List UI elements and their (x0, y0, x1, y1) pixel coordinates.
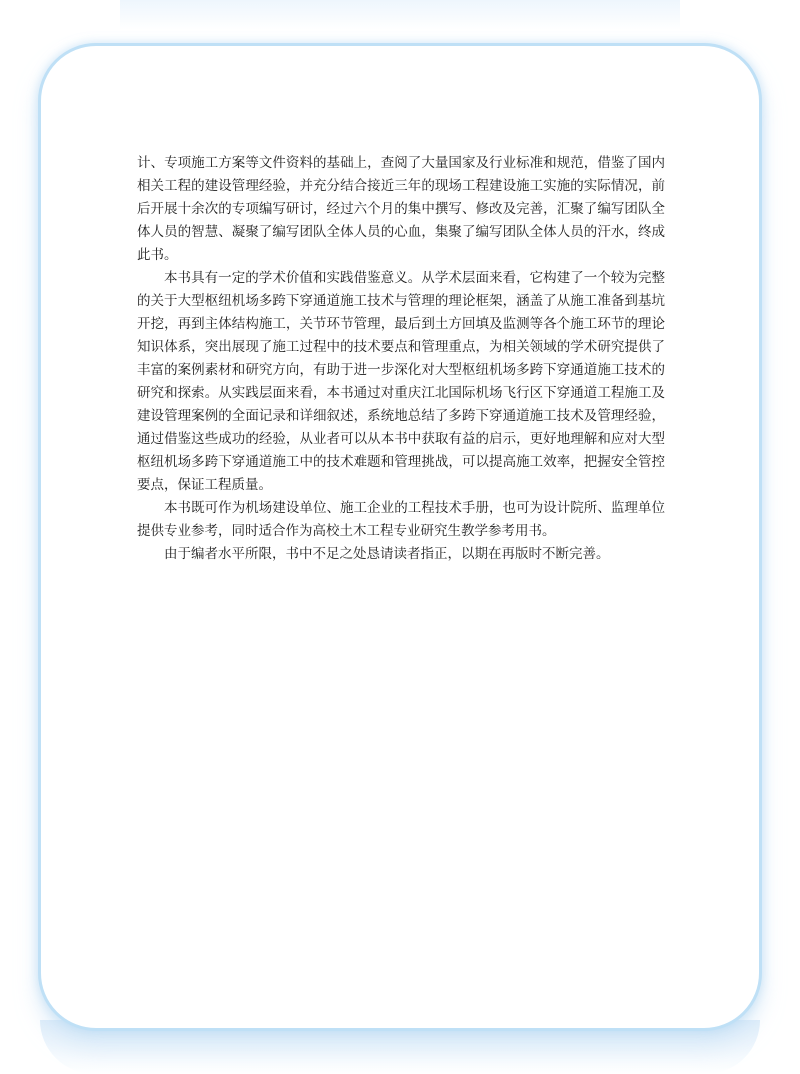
text-line: 枢纽机场多跨下穿通道施工中的技术难题和管理挑战，可以提高施工效率，把握安全管控 (137, 454, 665, 470)
paragraph (137, 267, 665, 497)
document-body (137, 152, 665, 566)
text-line: 本书具有一定的学术价值和实践借鉴意义。从学术层面来看，它构建了一个较为完整 (164, 270, 665, 286)
text-line: 要点，保证工程质量。 (137, 477, 272, 493)
text-line: 后开展十余次的专项编写研讨，经过六个月的集中撰写、修改及完善，汇聚了编写团队全 (137, 201, 665, 217)
text-line: 开挖，再到主体结构施工，关节环节管理，最后到土方回填及监测等各个施工环节的理论 (137, 316, 665, 332)
text-line: 相关工程的建设管理经验，并充分结合接近三年的现场工程建设施工实施的实际情况，前 (137, 178, 665, 194)
text-line: 研究和探索。从实践层面来看，本书通过对重庆江北国际机场飞行区下穿通道工程施工及 (137, 385, 665, 401)
text-line: 此书。 (137, 247, 178, 263)
paragraph (137, 543, 665, 566)
text-line: 通过借鉴这些成功的经验，从业者可以从本书中获取有益的启示，更好地理解和应对大型 (137, 431, 665, 447)
text-line: 丰富的案例素材和研究方向，有助于进一步深化对大型枢纽机场多跨下穿通道施工技术的 (137, 362, 665, 378)
text-line: 体人员的智慧、凝聚了编写团队全体人员的心血，集聚了编写团队全体人员的汗水，终成 (137, 224, 665, 240)
text-line: 计、专项施工方案等文件资料的基础上，查阅了大量国家及行业标准和规范，借鉴了国内 (137, 155, 665, 171)
paragraph (137, 497, 665, 543)
text-line: 知识体系，突出展现了施工过程中的技术要点和管理重点，为相关领域的学术研究提供了 (137, 339, 665, 355)
top-glow (120, 0, 680, 30)
paragraph (137, 152, 665, 267)
text-line: 提供专业参考，同时适合作为高校土木工程专业研究生教学参考用书。 (137, 523, 556, 539)
text-line: 本书既可作为机场建设单位、施工企业的工程技术手册，也可为设计院所、监理单位 (164, 500, 665, 516)
text-line: 的关于大型枢纽机场多跨下穿通道施工技术与管理的理论框架，涵盖了从施工准备到基坑 (137, 293, 665, 309)
text-line: 由于编者水平所限，书中不足之处恳请读者指正，以期在再版时不断完善。 (164, 546, 610, 562)
text-line: 建设管理案例的全面记录和详细叙述，系统地总结了多跨下穿通道施工技术及管理经验， (137, 408, 665, 424)
